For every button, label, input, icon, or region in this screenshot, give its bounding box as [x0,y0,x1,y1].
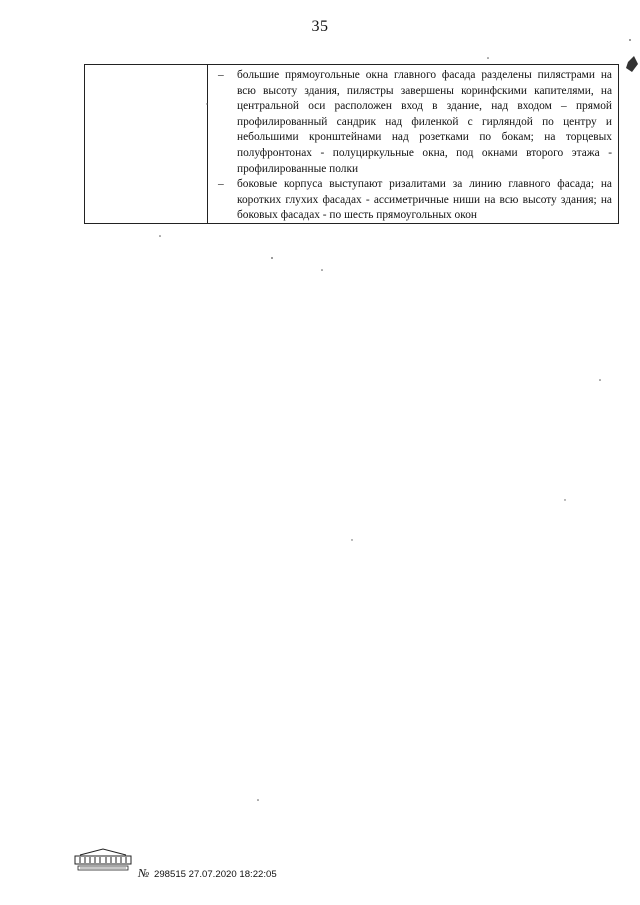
description-table [84,64,619,224]
bullet-dash: – [218,178,224,191]
number-sign: № [138,866,150,880]
reference-text: 298515 27.07.2020 18:22:05 [154,869,277,880]
document-reference [138,866,277,881]
table-left-cell [85,65,208,223]
bullet-dash: – [218,69,224,81]
page-number: 35 [311,18,329,35]
list-item-text: большие прямоугольные окна главного фасада разделены пилястрами на всю высоту здания, пилястры завершены коринфскими капителями, на центральной оси расположен вход в здание, над входом – прямой профилированный сандрик над филенкой с гирляндой по центру и небольшими кронштейнами над розетками по бокам; на торцевых полуфронтонах - полуциркульные окна, под окнами второго этажа - профилированные полки [237,69,612,175]
table-right-cell [208,65,618,223]
list-item [218,68,612,177]
registration-stamp-icon [72,848,134,872]
list-item [218,177,612,224]
list-item-text: боковые корпуса выступают ризалитами за линию главного фасада; на коротких глухих фасадах - ассиметричные ниши на всю высоту здания; на боковых фасадах - по шесть прямоугольных окон [237,178,612,222]
